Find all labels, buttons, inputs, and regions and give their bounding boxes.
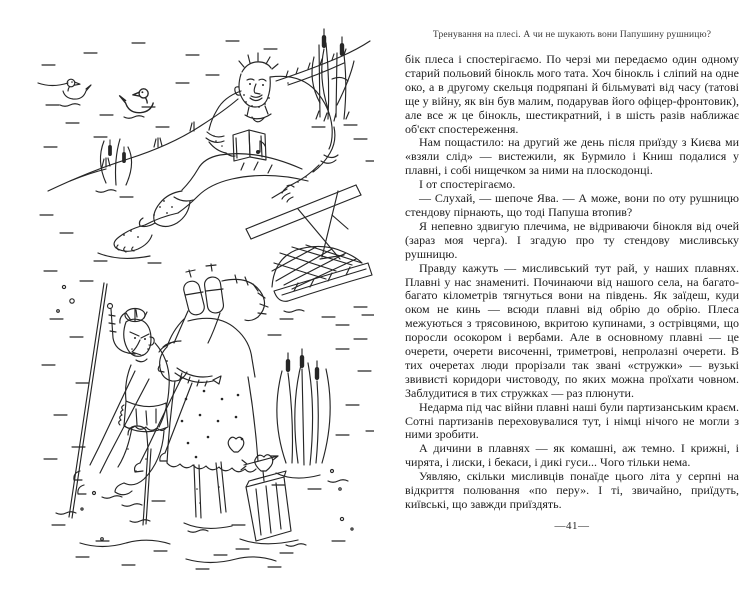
plank-with-heart (236, 455, 306, 549)
boy-with-snorkel (52, 283, 169, 525)
water-ripples (38, 41, 374, 569)
ducks (60, 79, 153, 118)
marsh-scene-drawing (36, 18, 374, 580)
paragraph: — Слухай, — шепоче Ява. — А може, вони по оту рушницю стендову пірнають, що тоді Папуша втопив? (405, 191, 739, 219)
left-page-illustration (36, 18, 374, 580)
paragraph: І от спостерігаємо. (419, 177, 516, 192)
boat-with-net (272, 245, 372, 317)
cattails-left (96, 139, 133, 197)
running-header: Тренування на плесі. А чи не шукають вони Папушину рушницю? (432, 30, 712, 40)
paragraph: А дичини в плавнях — як комашні, аж темно. І крижні, і чирята, і лиски, і бекаси, і дикі гуси... Чого тільки нема. (405, 441, 739, 470)
paragraph: Уявляю, скільки мисливців понаїде цього літа у серпні на відкриття полювання «по перу». І ті, звичайно, приїдуть, київські, що завжди приїздять. (405, 469, 739, 511)
paragraph: Правду кажуть — мисливський тут рай, у наших плавнях. Плавні у нас знамениті. Починаючи від нашого села, на багато-багато кілометрів тягнуться вони на південь. Як заїдеш, куди оком не кинь — всюди плавні від обрію до обрію. Плеса межуються з трясовиною, вкритою купинами, з острівцями, що поросли осокором і вербами. Але в основному плавні — це очерети, очерети височенні, триметрові, непролазні очерети. В тих очеретах люди прорізали так звані «стружки» — вузькі звивисті коридори чистоводу, по яких можна проїхати човном. Заблудитися в тих стружках — раз плюнути. (405, 260, 739, 400)
page-number: —41— (554, 519, 590, 532)
page-body-text (405, 53, 739, 512)
paragraph: бік плеса і спостерігаємо. По черзі ми передаємо один одному старий польовий бінокль мого тата. Хоч бінокль і сліпий на одне око, а в другому скельця подряпані й більмуваті від часу (татові ще у війну, як він був малим, подарував його офіцер-фронтовик), але все ж це бінокль, шестикратний, і в шість разів наближає об'єкт спостереження. (405, 52, 739, 136)
paragraph: Я непевно здвигую плечима, не відриваючи бінокля від очей (зараз моя черга). І згадую про ту стендову мисливську рушницю. (405, 218, 739, 261)
paragraph: Недарма під час війни плавні наші були партизанським краєм. Сотні партизанів переховувалися тут, і німці нічого не могли з ними зробити. (405, 399, 739, 442)
cattails-right (272, 349, 348, 490)
paragraph: Нам пощастило: на другий же день після приїзду з Києва ми «взяли слід» — вистежили, як Бурмило і Книш подалися у плавні, і собі нищечком за ними на плоскодонці. (405, 135, 739, 178)
right-page (405, 30, 739, 532)
reeds-top-right (312, 29, 354, 127)
